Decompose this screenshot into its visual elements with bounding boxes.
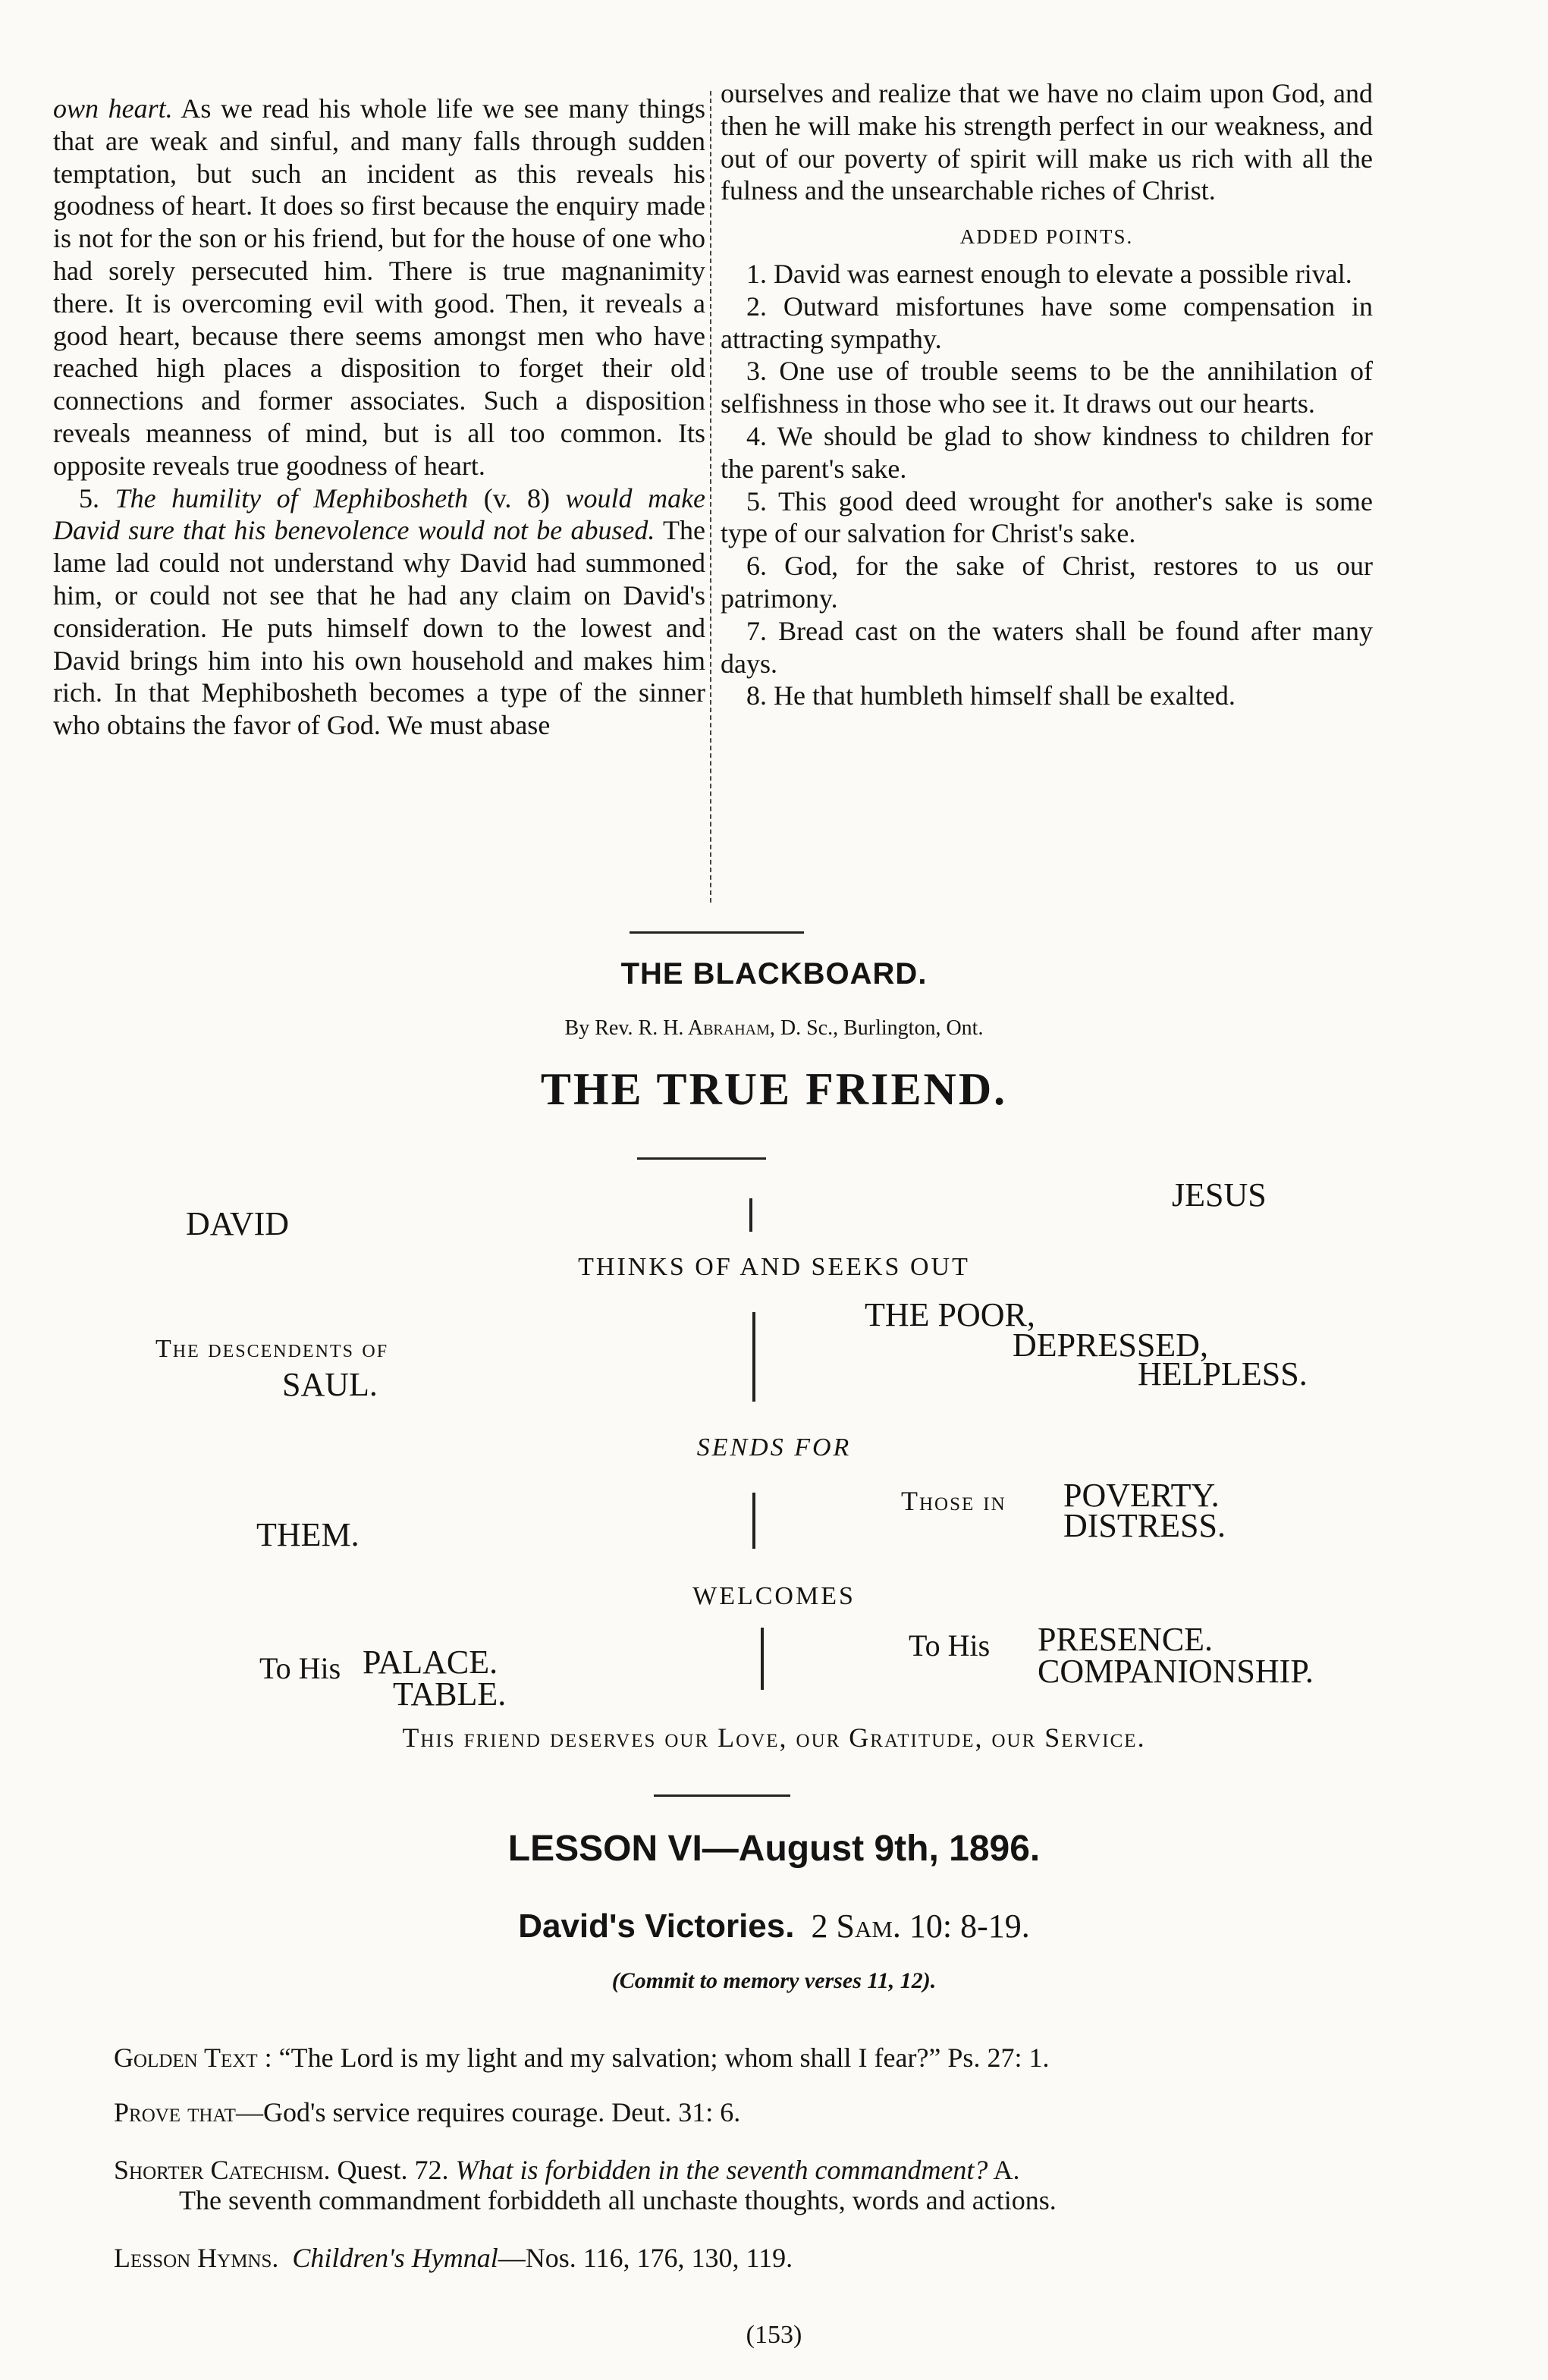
added-point-6: 6. God, for the sake of Christ, restores to us our patrimony. xyxy=(721,551,1373,614)
right-presence: PRESENCE. xyxy=(1038,1621,1214,1658)
added-point-5: 5. This good deed wrought for another's sake is some type of our salvation for Christ's sake. xyxy=(721,485,1373,549)
right-those-in-label: Those in xyxy=(901,1486,1006,1516)
golden-text-body: “The Lord is my light and my salvation; whom shall I fear?” Ps. 27: 1. xyxy=(272,2042,1050,2073)
right-companionship: COMPANIONSHIP. xyxy=(1038,1653,1314,1690)
right-name-jesus: JESUS xyxy=(1172,1176,1267,1214)
own-heart-italic: own heart. xyxy=(53,93,173,124)
added-point-4: 4. We should be glad to show kindness to children for the parent's sake. xyxy=(721,420,1373,484)
lesson-hymns-label: Lesson Hymns. xyxy=(114,2243,279,2273)
blackboard-closing-line: This friend deserves our Love, our Gratitude, our Service. xyxy=(402,1722,1146,1753)
left-palace: PALACE. xyxy=(363,1644,498,1681)
prove-that-line xyxy=(114,2096,740,2128)
lesson-scripture: 2 Sam. 10: 8-19. xyxy=(811,1907,1030,1945)
prove-that-label: Prove that xyxy=(114,2097,236,2127)
section-rule-title xyxy=(637,1157,766,1160)
lesson-commit-note: (Commit to memory verses 11, 12). xyxy=(611,1968,937,1993)
right-to-his-label: To His xyxy=(909,1628,991,1663)
hymnal-title: Children's Hymnal xyxy=(292,2243,498,2273)
point-5-italic-continuation: would make David sure that his benevolence would not be abused. xyxy=(53,482,706,546)
right-column xyxy=(721,77,1373,712)
verb-sends-for: SENDS FOR xyxy=(696,1433,852,1462)
column-divider xyxy=(710,91,711,903)
added-point-2: 2. Outward misfortunes have some compensation in attracting sympathy. xyxy=(721,290,1373,354)
catechism-line xyxy=(114,2154,1019,2186)
left-paragraph-5 xyxy=(53,482,705,742)
left-paragraph-text: As we read his whole life we see many things that are weak and sinful, and many falls through sudden temptation, but such an incident as this reveals his goodness of heart. It does so first because the enquiry made is not for the son or his friend, but for the house of one who had sorely persecuted him. There is true magnanimity there. It is overcoming evil with good. Then, it reveals a good heart, because there seems amongst men who have reached high places a disposition to forget their old connections and former associates. Such a disposition reveals meanness of mind, but is all too common. Its opposite reveals true goodness of heart. xyxy=(53,93,705,481)
left-saul: SAUL. xyxy=(282,1366,378,1403)
lesson-subtitle: David's Victories. xyxy=(518,1907,795,1945)
golden-text-label: Golden Text : xyxy=(114,2042,272,2073)
added-point-7: 7. Bread cast on the waters shall be found after many days. xyxy=(721,615,1373,679)
left-name-david: DAVID xyxy=(186,1205,290,1242)
right-poverty: POVERTY. xyxy=(1063,1477,1220,1514)
byline-location: D. Sc., Burlington, Ont. xyxy=(780,1016,984,1040)
lesson-hymns-line xyxy=(114,2242,793,2274)
hymn-numbers: —Nos. 116, 176, 130, 119. xyxy=(498,2243,793,2273)
catechism-label: Shorter Catechism. xyxy=(114,2155,331,2185)
blackboard-byline xyxy=(0,1016,1548,1041)
blackboard-heading: THE BLACKBOARD. xyxy=(620,957,928,991)
left-to-his-label: To His xyxy=(259,1651,341,1685)
point-5-italic-heading: The humility of Mephibosheth xyxy=(115,482,469,513)
golden-text-line xyxy=(114,2042,1049,2074)
right-depressed: DEPRESSED, xyxy=(1013,1327,1208,1364)
right-the-poor: THE POOR, xyxy=(865,1296,1035,1333)
divider-bar-3 xyxy=(752,1493,755,1549)
point-5-number: 5. xyxy=(79,482,99,513)
left-paragraph-heart xyxy=(53,93,705,482)
section-rule-top xyxy=(630,931,804,934)
catechism-answer: The seventh commandment forbiddeth all unchaste thoughts, words and actions. xyxy=(179,2185,1057,2215)
byline-by: By Rev. xyxy=(564,1016,633,1040)
left-them: THEM. xyxy=(256,1516,360,1553)
catechism-question: What is forbidden in the seventh commandment? xyxy=(455,2155,988,2185)
added-point-1: 1. David was earnest enough to elevate a possible rival. xyxy=(746,258,1352,289)
lesson-heading: LESSON VI—August 9th, 1896. xyxy=(507,1829,1041,1869)
verb-thinks-of: THINKS OF AND SEEKS OUT xyxy=(578,1253,970,1281)
right-distress: DISTRESS. xyxy=(1063,1507,1226,1544)
added-point-3: 3. One use of trouble seems to be the annihilation of selfishness in those who see it. It draws out our hearts. xyxy=(721,356,1373,419)
left-descendents-label: The descendents of xyxy=(155,1335,389,1363)
section-rule-lesson xyxy=(654,1794,790,1797)
catechism-answer-marker: A. xyxy=(988,2155,1020,2185)
divider-bar-2 xyxy=(752,1312,755,1402)
divider-bar-4 xyxy=(761,1628,764,1690)
verb-welcomes: WELCOMES xyxy=(692,1582,856,1610)
divider-bar-1 xyxy=(749,1198,752,1232)
right-helpless: HELPLESS. xyxy=(1138,1355,1308,1393)
added-point-8: 8. He that humbleth himself shall be exalted. xyxy=(746,680,1236,711)
left-table: TABLE. xyxy=(393,1675,507,1713)
page-number: (153) xyxy=(746,2321,802,2349)
byline-author: R. H. Abraham, xyxy=(638,1016,775,1040)
added-points-heading: ADDED POINTS. xyxy=(959,225,1134,249)
right-continuation: ourselves and realize that we have no claim upon God, and then he will make his strength perfect in our weakness, and out of our poverty of spirit will make us rich with all the fulness and the unsearchable riches of Christ. xyxy=(721,78,1373,206)
prove-that-body: —God's service requires courage. Deut. 31: 6. xyxy=(235,2097,741,2127)
lesson-subtitle-line xyxy=(0,1907,1548,1945)
point-5-text: The lame lad could not understand why David had summoned him, or could not see that he had any claim on David's consideration. He puts himself down to the lowest and David brings him into his own household and makes him rich. In that Mephibosheth becomes a type of the sinner who obtains the favor of God. We must abase xyxy=(53,515,705,741)
catechism-question-number: Quest. 72. xyxy=(330,2155,456,2185)
point-5-reference: (v. 8) xyxy=(483,482,550,513)
left-column xyxy=(53,93,705,742)
blackboard-title: THE TRUE FRIEND. xyxy=(540,1064,1008,1114)
